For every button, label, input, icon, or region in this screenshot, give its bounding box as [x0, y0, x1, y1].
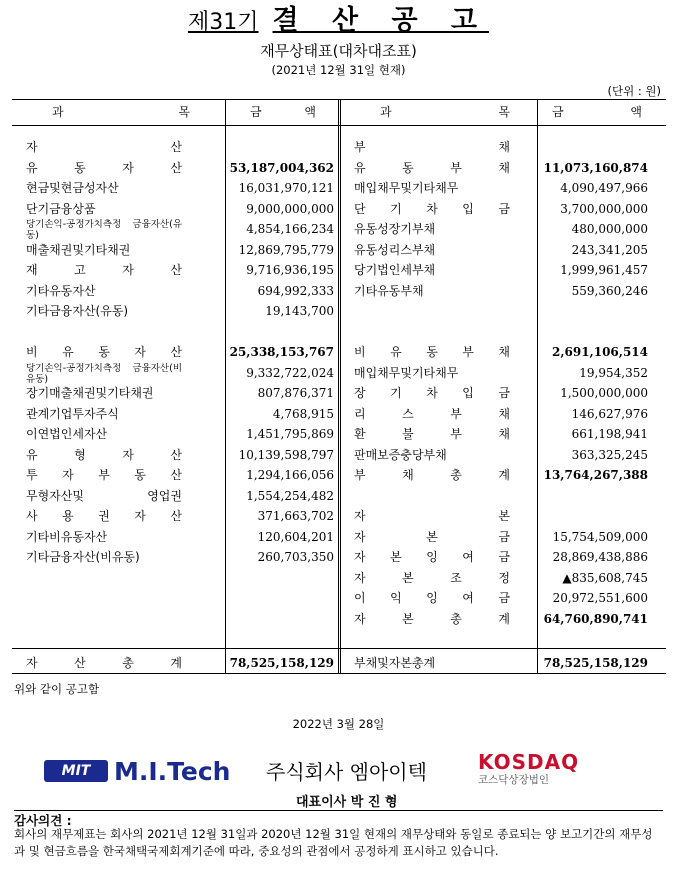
- right-item-amount: 363,325,245: [571, 447, 648, 462]
- right-item-amount: 1,500,000,000: [560, 386, 648, 400]
- header-amount-right: 금 액: [552, 105, 642, 119]
- audit-opinion-text: 회사의 재무제표는 회사의 2021년 12월 31일과 2020년 12월 31일 현재의 재무상태와 동일로 종료되는 양 보고기간의 재무성과 및 현금흐름을 한국채택국제회계기준에 따라, 중요성의 관점에서 공정하게 표시하고 있습니다.: [14, 827, 653, 858]
- footnote: 위와 같이 공고함: [14, 682, 100, 696]
- left-item-amount: 16,031,970,121: [238, 181, 334, 195]
- left-item-amount: 120,604,201: [257, 529, 334, 544]
- left-item-label: 당기손익-공정가치측정 금융자산(비유동): [26, 362, 182, 385]
- kosdaq-sub: 코스닥상장법인: [478, 774, 550, 786]
- right-item-label: 리 스 부 채: [354, 406, 510, 421]
- left-item-amount: 25,338,153,767: [229, 345, 334, 359]
- left-item-amount: 9,000,000,000: [246, 201, 334, 216]
- right-item-label: [354, 322, 510, 342]
- right-item-label: [354, 486, 510, 506]
- fiscal-period: 제31기: [187, 10, 259, 35]
- left-item-label: 재 고 자 산: [26, 263, 182, 277]
- right-item-amount: 11,073,160,874: [543, 160, 648, 175]
- company-logo: [44, 756, 230, 786]
- left-item-label: 비 유 동 자 산: [26, 345, 182, 359]
- right-item-amount: 480,000,000: [571, 222, 648, 236]
- left-item-label: [26, 322, 182, 342]
- notice-date: 2022년 3월 28일: [292, 717, 385, 731]
- left-item-label: 관계기업투자주식: [26, 406, 119, 421]
- left-item-amount: [226, 322, 334, 342]
- right-item-label: 자 본: [354, 509, 510, 523]
- left-item-amount: 807,876,371: [257, 386, 334, 400]
- right-item-amount: 559,360,246: [571, 283, 648, 298]
- kosdaq-name: KOSDAQ: [478, 750, 580, 774]
- right-item-amount: [542, 137, 648, 157]
- left-item-amount: 10,139,598,797: [238, 447, 334, 462]
- right-item-amount: [542, 486, 648, 506]
- left-item-label: 무형자산및 영업권: [26, 488, 182, 503]
- statement-subtitle: 재무상태표(대차대조표): [260, 42, 417, 60]
- left-item-label: 기타금융자산(유동): [26, 304, 129, 318]
- left-item-label: 매출채권및기타채권: [26, 242, 131, 257]
- left-item-label: 기타금융자산(비유동): [26, 550, 140, 564]
- left-item-amount: 53,187,004,362: [229, 160, 334, 175]
- left-item-label: 투 자 부 동 산: [26, 468, 182, 482]
- left-item-amount: 12,869,795,779: [238, 242, 334, 257]
- left-item-amount: 1,554,254,482: [246, 488, 334, 503]
- right-item-label: 자 본 조 정: [354, 570, 510, 585]
- right-item-amount: 1,999,961,457: [560, 263, 648, 277]
- left-item-label: 유 형 자 산: [26, 447, 182, 462]
- right-item-label: 유동성장기부채: [354, 222, 436, 236]
- logo-brand: M.I.Tech: [114, 756, 231, 786]
- right-item-label: 자 본 총 계: [354, 611, 510, 626]
- right-item-label: 비 유 동 부 채: [354, 345, 510, 359]
- left-item-label: 이연법인세자산: [26, 427, 108, 441]
- as-of-date: (2021년 12월 31일 현재): [271, 63, 406, 77]
- right-item-amount: 28,869,438,886: [552, 550, 648, 564]
- total-liab-equity-amount: 78,525,158,129: [543, 656, 648, 670]
- right-item-amount: ▲835,608,745: [562, 570, 648, 585]
- left-item-amount: 4,768,915: [272, 406, 334, 421]
- right-item-label: 매입채무및기타채무: [354, 365, 459, 380]
- header-amount-left: 금 액: [250, 105, 316, 119]
- right-item-label: 기타유동부채: [354, 283, 424, 298]
- right-item-label: [354, 301, 510, 321]
- left-item-label: 자 산: [26, 140, 182, 154]
- right-item-label: 단 기 차 입 금: [354, 201, 510, 216]
- left-item-amount: 260,703,350: [257, 550, 334, 564]
- left-item-label: 기타유동자산: [26, 283, 96, 298]
- right-item-label: 유 동 부 채: [354, 160, 510, 175]
- left-item-label: 현금및현금성자산: [26, 181, 119, 195]
- right-item-amount: 661,198,941: [571, 427, 648, 441]
- total-assets-label: 자 산 총 계: [26, 656, 182, 670]
- right-item-label: 자 본 금: [354, 529, 510, 544]
- right-item-amount: 64,760,890,741: [543, 611, 648, 626]
- left-item-label: 기타비유동자산: [26, 529, 108, 544]
- left-item-label: 유 동 자 산: [26, 160, 182, 175]
- right-item-label: 환 불 부 채: [354, 427, 510, 441]
- total-liab-equity-label: 부채및자본총계: [354, 656, 436, 670]
- left-item-label: 사 용 권 자 산: [26, 509, 182, 523]
- kosdaq-logo: [478, 750, 579, 787]
- left-item-amount: 9,716,936,195: [246, 263, 334, 277]
- left-item-amount: [226, 137, 334, 157]
- right-item-amount: 146,627,976: [571, 406, 648, 421]
- right-item-amount: [542, 322, 648, 342]
- right-item-amount: 13,764,267,388: [543, 468, 648, 482]
- right-item-label: 당기법인세부채: [354, 263, 436, 277]
- left-item-label: 당기손익-공정가치측정 금융자산(유동): [26, 219, 182, 241]
- left-item-amount: 1,294,166,056: [246, 468, 334, 482]
- right-item-amount: 15,754,509,000: [552, 529, 648, 544]
- left-item-label: 단기금융상품: [26, 201, 96, 216]
- left-item-label: 장기매출채권및기타채권: [26, 386, 154, 400]
- audit-opinion-title: 감사의견 :: [14, 813, 72, 828]
- right-item-amount: 4,090,497,966: [560, 181, 648, 195]
- notice-title: [0, 4, 677, 40]
- right-item-label: 부 채: [354, 140, 510, 154]
- right-item-amount: 20,972,551,600: [552, 591, 648, 605]
- right-item-amount: [542, 506, 648, 526]
- divider: [14, 810, 663, 811]
- left-item-amount: 371,663,702: [257, 509, 334, 523]
- right-item-label: 장 기 차 입 금: [354, 386, 510, 400]
- left-item-amount: 694,992,333: [257, 283, 334, 298]
- logo-mark-icon: MIT: [44, 760, 108, 782]
- right-item-amount: [542, 301, 648, 321]
- right-item-amount: 19,954,352: [579, 365, 648, 380]
- title-text: 결 산 공 고: [272, 5, 490, 36]
- header-item-right: 과 목: [380, 105, 510, 119]
- right-item-label: 유동성리스부채: [354, 242, 436, 257]
- right-item-amount: 3,700,000,000: [560, 201, 648, 216]
- right-item-label: 부 채 총 계: [354, 468, 510, 482]
- right-item-amount: 243,341,205: [571, 242, 648, 257]
- left-item-amount: 9,332,722,024: [246, 365, 334, 380]
- ceo-name: 대표이사 박 진 형: [296, 795, 398, 810]
- right-item-amount: 2,691,106,514: [551, 345, 648, 359]
- total-assets-amount: 78,525,158,129: [229, 656, 334, 670]
- right-item-label: 이 익 잉 여 금: [354, 591, 510, 605]
- right-item-label: 판매보증충당부채: [354, 447, 447, 462]
- left-item-amount: 4,854,166,234: [246, 222, 334, 236]
- balance-sheet-table: [12, 99, 666, 674]
- left-item-amount: 1,451,795,869: [246, 427, 334, 441]
- right-item-label: 매입채무및기타채무: [354, 181, 459, 195]
- header-item-left: 과 목: [52, 105, 190, 119]
- company-name: 주식회사 엠아이텍: [266, 760, 427, 784]
- right-item-label: 자 본 잉 여 금: [354, 550, 510, 564]
- left-item-amount: 19,143,700: [265, 304, 334, 318]
- unit-label: (단위 : 원): [607, 84, 661, 98]
